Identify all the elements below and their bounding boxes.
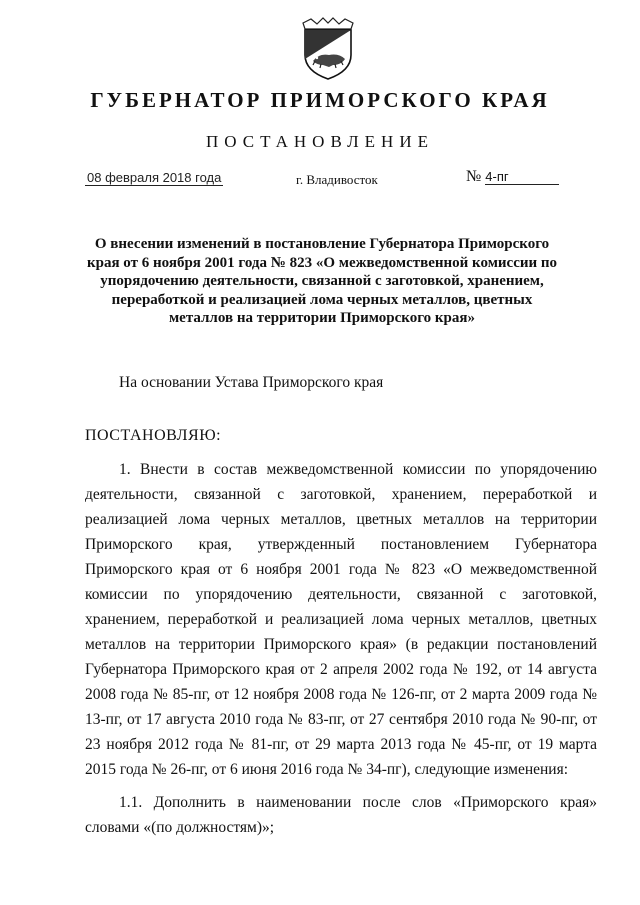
basis-line: На основании Устава Приморского края [119, 374, 384, 391]
document-title: О внесении изменений в постановление Губернатора Приморского края от 6 ноября 2001 года № 823 «О межведомственной комиссии по упорядочению деятельности, связанной с заготовкой, хранением, переработкой и реализацией лома черных металлов, цветных металлов на территории Приморского края» [86, 236, 558, 326]
number-value: 4-пг [485, 169, 559, 185]
agency-name: ГУБЕРНАТОР ПРИМОРСКОГО КРАЯ [90, 88, 550, 112]
decree-heading: ПОСТАНОВЛЯЮ: [85, 427, 222, 444]
document-type: ПОСТАНОВЛЕНИЕ [205, 132, 434, 151]
date-value: 08 февраля 2018 года [87, 170, 222, 185]
document-number [466, 168, 559, 186]
document-body [85, 457, 597, 840]
coat-of-arms-icon [299, 15, 357, 81]
paragraph-1-1: 1.1. Дополнить в наименовании после слов «Приморского края» словами «(по должностям)»; [85, 794, 597, 836]
document-city: г. Владивосток [296, 172, 378, 187]
paragraph-1: 1. Внести в состав межведомственной комиссии по упорядочению деятельности, связанной с заготовкой, хранением, переработкой и реализацией лома черных металлов, цветных металлов на территории Приморского края, утвержденный постановлением Губернатора Приморского края от 6 ноября 2001 года № 823 «О межведомственной комиссии по упорядочению деятельности, связанной с заготовкой, хранением, переработкой и реализацией лома черных металлов, цветных металлов на территории Приморского края» (в редакции постановлений Губернатора Приморского края от 2 апреля 2002 года № 192, от 14 августа 2008 года № 85-пг, от 12 ноября 2008 года № 126-пг, от 2 марта 2009 года № 13-пг, от 17 августа 2010 года № 83-пг, от 27 сентября 2010 года № 90-пг, от 23 ноября 2012 года № 81-пг, от 29 марта 2013 года № 45-пг, от 19 марта 2015 года № 26-пг, от 6 июня 2016 года № 34-пг), следующие изменения: [85, 461, 597, 778]
number-label: № [466, 168, 482, 185]
document-date [85, 170, 223, 185]
